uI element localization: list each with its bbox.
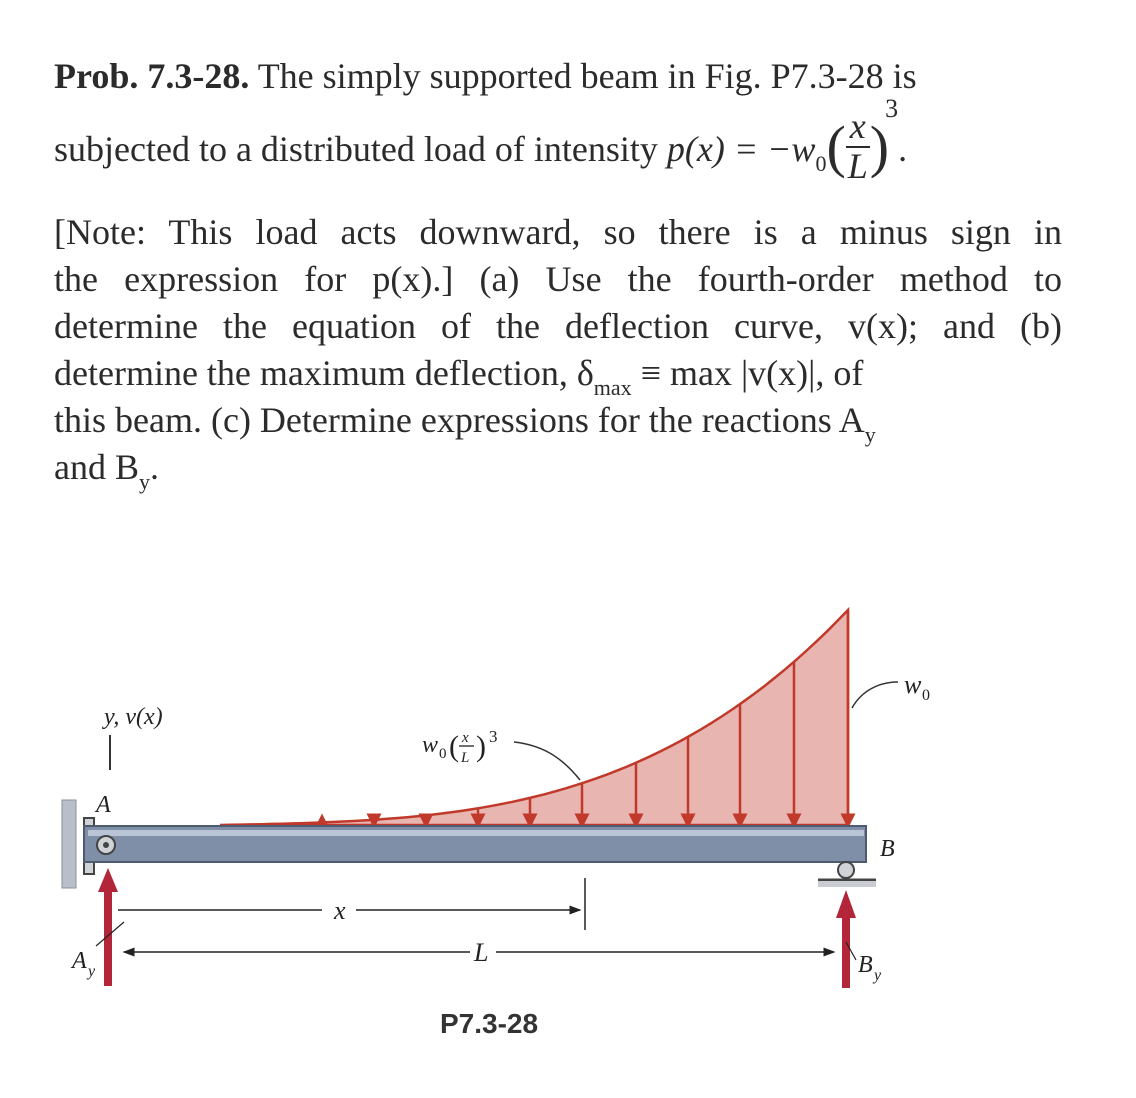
load-label-sub: 0 (439, 746, 447, 762)
problem-text-7: this beam. (c) Determine expressions for the reactions A (54, 400, 865, 440)
load-label-rparen: ) (476, 730, 486, 763)
wmax-leader (852, 682, 898, 708)
load-label-leader (514, 742, 580, 780)
dim-x-label: x (334, 896, 346, 925)
problem-line-3: [Note: This load acts downward, so there is a minus sign in (54, 212, 1062, 252)
problem-text-1: The simply supported beam in Fig. P7.3-28 is (257, 56, 917, 96)
load-label-frac-den: L (461, 750, 470, 766)
problem-text-6: determine the maximum deflection, δ (54, 353, 594, 393)
support-b-label: B (880, 836, 895, 862)
problem-number: Prob. 7.3-28. (54, 56, 250, 96)
reaction-a-arrow (98, 868, 118, 986)
roller-b (838, 862, 854, 878)
wmax-label: w (904, 670, 922, 699)
beam-highlight (88, 830, 864, 836)
load-label-w: w (422, 732, 439, 758)
load-subscript: 0 (815, 151, 827, 177)
reaction-a-label: A (72, 948, 87, 974)
figure-caption: P7.3-28 (440, 1008, 539, 1039)
dim-L-label: L (474, 938, 489, 967)
by-subscript: y (139, 469, 150, 494)
fraction-numerator: x (846, 108, 870, 148)
problem-text-6-end: ≡ max |v(x)|, of (631, 353, 864, 393)
reaction-b-sub: y (874, 967, 882, 984)
load-label (422, 727, 580, 780)
problem-line-2: subjected to a distributed load of intensity $p(x) = -w_0$( $\frac{x}{L}$ )$^3$. (54, 94, 908, 186)
load-label-lparen: ( (449, 730, 459, 763)
load-function: p(x) = −w (666, 129, 816, 170)
problem-text-8: and B (54, 447, 139, 487)
load-label-frac-num: x (462, 730, 469, 746)
wmax-sub: 0 (922, 687, 930, 704)
problem-text-8-end: . (150, 447, 159, 487)
fraction-denominator: L (847, 145, 868, 186)
reaction-a-sub: y (88, 963, 96, 980)
problem-line-4: the expression for p(x).] (a) Use the fourth-order method to (54, 259, 1062, 299)
pin-a-center (103, 842, 109, 848)
ground-hatch (818, 881, 876, 887)
support-a-label: A (96, 792, 111, 818)
load-label-exp: 3 (489, 727, 498, 746)
wall-support (62, 800, 76, 888)
axis-label: y, v(x) (104, 704, 163, 730)
problem-line-5: determine the equation of the deflection curve, v(x); and (b) (54, 306, 1062, 346)
reaction-b-arrow (836, 890, 856, 988)
problem-period: . (898, 129, 908, 170)
problem-text-2: subjected to a distributed load of intensity (54, 129, 658, 170)
load-exponent: 3 (885, 94, 899, 124)
ay-subscript: y (864, 422, 876, 447)
distributed-load-area (220, 610, 848, 825)
delta-subscript: max (593, 375, 632, 400)
reaction-b-label: B (858, 952, 873, 978)
